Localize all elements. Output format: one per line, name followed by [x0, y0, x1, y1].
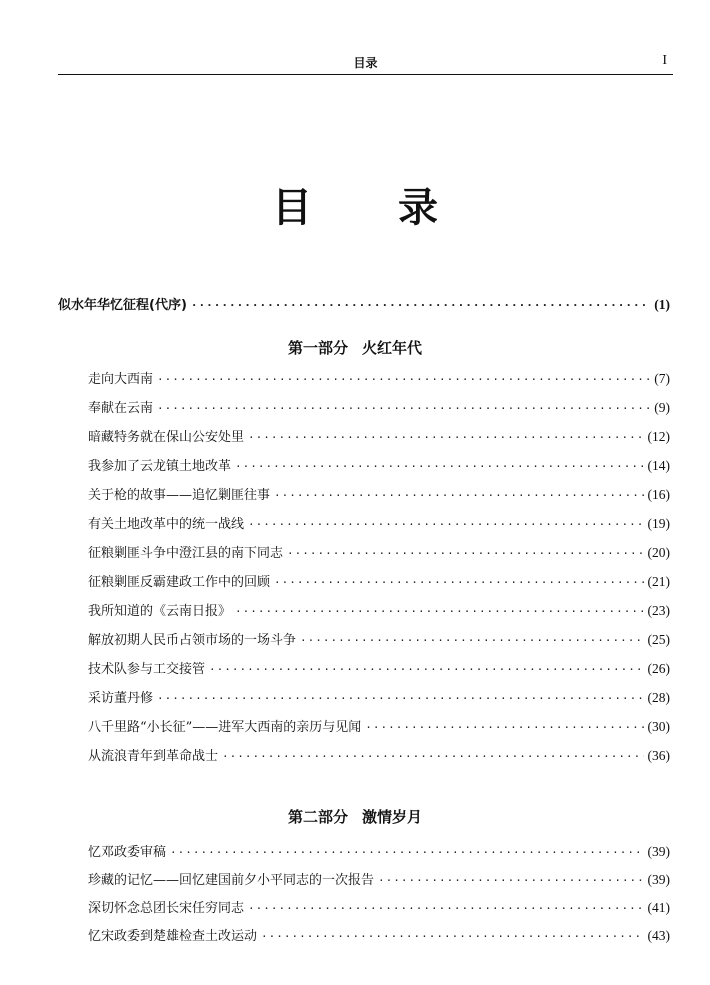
dot-leader [157, 402, 650, 415]
part-name: 火红年代 [362, 339, 423, 357]
dot-leader [274, 576, 643, 589]
toc-entry-title: 关于枪的故事——追忆剿匪往事 [88, 488, 271, 503]
toc-entry-page: (1) [654, 297, 670, 312]
toc-entry-page: (23) [647, 603, 670, 618]
toc-entry-page: (26) [647, 661, 670, 676]
toc-entry[interactable] [88, 571, 670, 591]
dot-leader [248, 431, 643, 444]
part-label: 第一部分 [287, 339, 348, 357]
toc-entry-page: (25) [647, 632, 670, 647]
toc-entry-title: 八千里路“小长征”——进军大西南的亲历与见闻 [88, 720, 362, 735]
running-head-title: 目录 [353, 56, 378, 70]
toc-entry-page: (21) [647, 574, 670, 589]
dot-leader [209, 663, 643, 676]
toc-entry-title: 技术队参与工交接管 [88, 662, 206, 677]
dot-leader [287, 547, 643, 560]
part-heading-1 [0, 337, 710, 358]
toc-entry-title: 忆宋政委到楚雄检查土改运动 [88, 929, 258, 944]
dot-leader [261, 930, 643, 943]
dot-leader [365, 721, 643, 734]
toc-entry-title: 有关土地改革中的统一战线 [88, 517, 245, 532]
toc-entry-page: (12) [647, 429, 670, 444]
dot-leader [248, 518, 643, 531]
toc-entry[interactable] [88, 925, 670, 945]
toc-entry-title: 奉献在云南 [88, 401, 154, 416]
toc-entry[interactable] [88, 426, 670, 446]
toc-entry-page: (43) [647, 928, 670, 943]
dot-leader [222, 750, 643, 763]
toc-entry-title: 征粮剿匪反霸建政工作中的回顾 [88, 575, 271, 590]
dot-leader [157, 373, 650, 386]
toc-entry[interactable] [88, 513, 670, 533]
toc-entry[interactable] [88, 658, 670, 678]
toc-entry[interactable] [88, 629, 670, 649]
toc-entry[interactable] [88, 687, 670, 707]
toc-entry-title: 走向大西南 [88, 372, 154, 387]
toc-entry[interactable] [88, 542, 670, 562]
running-head [58, 52, 673, 75]
dot-leader [248, 902, 643, 915]
part-heading-2 [0, 806, 710, 827]
toc-entry-page: (9) [654, 400, 670, 415]
toc-entry-title: 我参加了云龙镇土地改革 [88, 459, 232, 474]
dot-leader [157, 692, 643, 705]
page-title: 目 录 [272, 185, 474, 231]
toc-entry[interactable] [88, 455, 670, 475]
toc-entry[interactable] [88, 869, 670, 889]
toc-entry[interactable] [88, 368, 670, 388]
dot-leader [300, 634, 643, 647]
toc-entry-title: 深切怀念总团长宋任穷同志 [88, 901, 245, 916]
dot-leader [274, 489, 643, 502]
toc-entry-page: (39) [647, 872, 670, 887]
dot-leader [170, 846, 643, 859]
page-number: I [662, 53, 667, 68]
toc-entry-title: 珍藏的记忆——回忆建国前夕小平同志的一次报告 [88, 873, 375, 888]
toc-entry-title: 似水年华忆征程(代序) [58, 298, 187, 313]
toc-entry-title: 我所知道的《云南日报》 [88, 604, 232, 619]
toc-entry[interactable] [88, 841, 670, 861]
toc-entry[interactable] [88, 897, 670, 917]
toc-entry[interactable] [88, 484, 670, 504]
toc-entry-title: 征粮剿匪斗争中澄江县的南下同志 [88, 546, 284, 561]
toc-entry-page: (36) [647, 748, 670, 763]
toc-entry-title: 采访董丹修 [88, 691, 154, 706]
dot-leader [235, 460, 643, 473]
part-name: 激情岁月 [362, 808, 423, 826]
toc-entry-page: (14) [647, 458, 670, 473]
toc-entry-page: (30) [647, 719, 670, 734]
toc-entry[interactable] [88, 600, 670, 620]
dot-leader [191, 299, 650, 312]
toc-entry-page: (16) [647, 487, 670, 502]
part-label: 第二部分 [287, 808, 348, 826]
toc-entry-title: 暗藏特务就在保山公安处里 [88, 430, 245, 445]
toc-entry-page: (19) [647, 516, 670, 531]
dot-leader [235, 605, 643, 618]
toc-entry-page: (28) [647, 690, 670, 705]
toc-entry[interactable] [88, 745, 670, 765]
toc-entry-title: 忆邓政委审稿 [88, 845, 167, 860]
toc-entry-page: (7) [654, 371, 670, 386]
toc-entry-page: (41) [647, 900, 670, 915]
toc-entry-title: 解放初期人民币占领市场的一场斗争 [88, 633, 297, 648]
toc-entry-title: 从流浪青年到革命战士 [88, 749, 219, 764]
toc-entry[interactable] [88, 716, 670, 736]
dot-leader [378, 874, 643, 887]
toc-entry[interactable] [88, 397, 670, 417]
toc-entry-page: (39) [647, 844, 670, 859]
toc-entry-page: (20) [647, 545, 670, 560]
toc-entry-preface[interactable] [58, 294, 670, 314]
